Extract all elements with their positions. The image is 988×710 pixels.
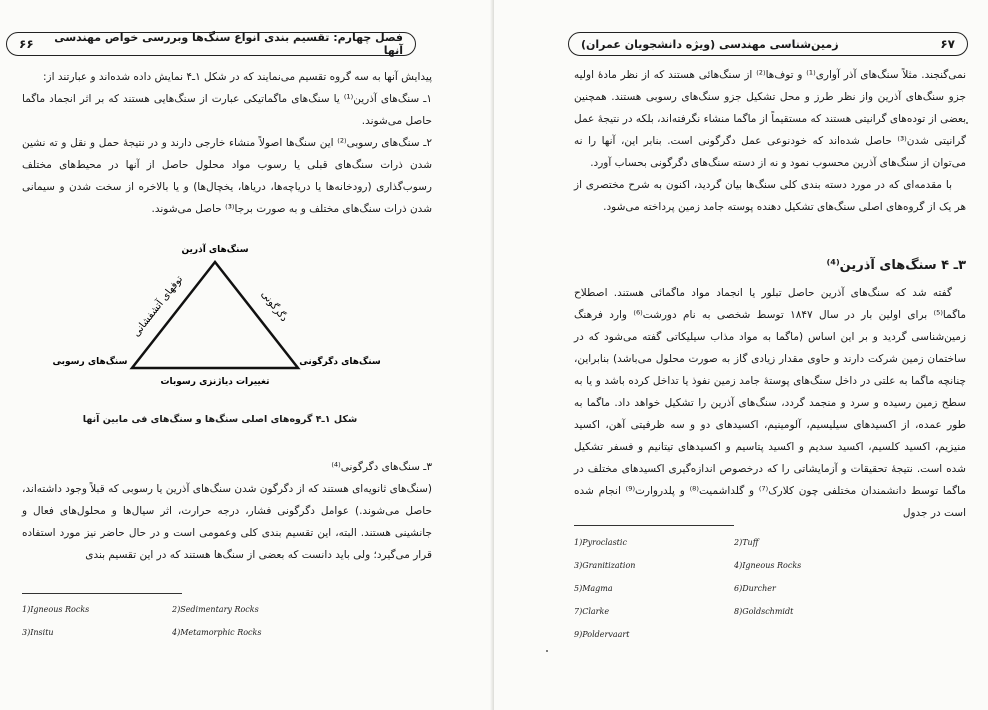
- volcanic-tuff-side-label: توفهای آتشفشانی: [130, 273, 186, 340]
- footnote: 5)Magma: [574, 584, 613, 593]
- transition-paragraph: با مقدمه‌ای که در مورد دسته بندی کلی سنگ‌ها بیان گردید، اکنون به شرح مختصری از هر یک از گروه‌های اصلی سنگ‌های تشکیل دهنده پوسته جامد زمین پرداخته می‌شود.: [574, 179, 966, 213]
- right-page-header: [568, 32, 968, 56]
- chapter-title: فصل چهارم: تقسیم بندی انواع سنگ‌ها وبررسی خواص مهندسی آنها: [54, 31, 403, 57]
- diagenesis-base-label: تغییرات دیاژنزی رسوبات: [160, 377, 270, 387]
- footnote: 1)Igneous Rocks: [22, 605, 90, 614]
- metamorphic-heading: ۳ـ سنگ‌های دگرگونی⁽⁴⁾: [331, 461, 432, 473]
- right-intro-text: [574, 64, 966, 218]
- footnote: 2)Sedimentary Rocks: [172, 605, 259, 614]
- footnote-divider: [22, 593, 182, 594]
- metamorphic-body: (سنگ‌های ثانویه‌ای هستند که از دگرگون شدن سنگ‌های آذرین یا رسوبی که قبلاً وجود داشته‌اند، حاصل می‌شوند.) عوامل دگرگونی فشار، درجه حرارت، اثر سیال‌ها و محلول‌های فعال و جانشینی هستند. البته، این تقسیم بندی کلی وعمومی است و در حال حاضر نیز مورد استفاده قرار می‌گیرد؛ ولی باید دانست که بعضی از سنگ‌ها هستند که در این تقسیم بندی: [22, 483, 432, 561]
- intro-paragraph: پیدایش آنها به سه گروه تقسیم می‌نمایند که در شکل ۱ـ۴ نمایش داده شده‌اند و عبارتند از:: [42, 71, 432, 83]
- section-heading: ۳ـ ۴ سنگ‌های آذرین⁽⁴⁾: [826, 258, 966, 273]
- sedimentary-item: ۲ـ سنگ‌های رسوبی⁽²⁾ این سنگ‌ها اصولاً منشاء خارجی دارند و در نتیجهٔ حمل و نقل و ته نشین شدن ذرات سنگ‌های قبلی یا رسوب مواد محلول حاصل از آنها در محیط‌های مختلف رسوب‌گذاری (رودخانه‌ها یا دریاچه‌ها، دریاها، یخچال‌ها) و یا بالاخره از سخت شدن و سیمانی شدن ذرات سنگ‌های مختلف و به صورت برجا⁽³⁾ حاصل می‌شوند.: [22, 137, 432, 215]
- metamorphism-side-label: دگرگونی: [258, 288, 290, 324]
- metamorphic-section: [22, 456, 432, 566]
- metamorphic-vertex-label: سنگ‌های دگرگونی: [299, 357, 381, 367]
- footnote: 8)Goldschmidt: [734, 607, 794, 616]
- right-page: [494, 0, 988, 710]
- footnote: 1)Pyroclastic: [574, 538, 627, 547]
- sedimentary-vertex-label: سنگ‌های رسوبی: [52, 357, 128, 367]
- left-footnotes: [22, 605, 322, 637]
- rock-cycle-triangle-figure: [40, 238, 400, 403]
- figure-caption: شکل ۱ـ۴ گروه‌های اصلی سنگ‌ها و سنگ‌های فی مابین آنها: [82, 414, 358, 425]
- book-title: زمین‌شناسی مهندسی (ویژه دانشجویان عمران): [581, 37, 839, 51]
- footnote: 6)Durcher: [734, 584, 776, 593]
- page-number: ۶۶: [19, 37, 34, 51]
- right-footnotes: [574, 538, 894, 639]
- footnote-divider: [574, 525, 734, 526]
- footnote: 7)Clarke: [574, 607, 610, 616]
- classification-exceptions-paragraph: نمی‌گنجند. مثلاً سنگ‌های آذر آواری⁽¹⁾ و توف‌ها⁽²⁾ از سنگ‌هائی هستند که از نظر مادهٔ اولیه جزو سنگ‌های آذرین واز نظر طرز و محل تشکیل جزو سنگ‌های رسوبی هستند. همچنین بعضی از توده‌های گرانیتی هستند که مستقیماً از ماگما منشاء نگرفته‌اند، بلکه در نتیجهٔ عمل گرانیتی شدن⁽³⁾ حاصل شده‌اند که خودنوعی عمل دگرگونی است. بنابر این، آنها را نه می‌توان از سنگ‌های آذرین محسوب نمود و نه از دسته سنگ‌های دگرگونی بحساب آورد.: [574, 69, 967, 169]
- magma-paragraph: گفته شد که سنگ‌های آذرین حاصل تبلور یا انجماد مواد ماگمائی هستند. اصطلاح ماگما⁽⁵⁾ برای اولین بار در سال ۱۸۴۷ توسط شخصی به نام دورشت⁽⁶⁾ وارد فرهنگ زمین‌شناسی گردید و بر این اساس (ماگما به مواد مذاب سیلیکاتی گفته می‌شود که در ساختمان زمین شرکت دارند و حاوی مقدار زیادی گاز به صورت محلول می‌باشد) بنابراین، چنانچه ماگما به علتی در داخل سنگ‌های پوستهٔ جامد زمین نفوذ یا تداخل کرده باشد و یا به سطح زمین رسیده و سرد و منجمد گردد، سنگ‌های آذرین را تشکیل خواهد داد. ماگما به طور عمده، از اکسیدهای سیلیسیم، آلومینیم، اکسیدهای دو و سه ظرفیتی آهن، اکسید منیزیم، اکسید کلسیم، اکسید سدیم و اکسید پتاسیم و اکسیدهای تیتانیم و فسفر تشکیل شده است. نتیجهٔ تحقیقات و آزمایشاتی را که درخصوص اندازه‌گیری اکسیدهای مختلف در ماگما توسط دانشمندان مختلفی چون کلارک⁽⁷⁾ و گلداشمیت⁽⁸⁾ و پلدروارت⁽⁹⁾ انجام شده است در جدول: [574, 287, 967, 519]
- footnote: 4)Igneous Rocks: [734, 561, 802, 570]
- footnote: 3)Insitu: [22, 628, 54, 637]
- footnote: 9)Poldervaart: [574, 630, 630, 639]
- scan-speck: [546, 650, 548, 652]
- left-intro-text: [22, 66, 432, 220]
- page-number: ۶۷: [940, 37, 955, 51]
- igneous-section-text: [574, 282, 966, 524]
- footnote: 3)Granitization: [574, 561, 636, 570]
- footnote: 4)Metamorphic Rocks: [172, 628, 262, 637]
- scan-speck: [966, 122, 968, 124]
- left-page-header: [6, 32, 416, 56]
- footnote: 2)Tuff: [734, 538, 759, 547]
- igneous-item: ۱ـ سنگ‌های آذرین⁽¹⁾ یا سنگ‌های ماگماتیکی عبارت از سنگ‌هایی هستند که بر اثر انجماد ماگما حاصل می‌شوند.: [22, 93, 432, 127]
- igneous-vertex-label: سنگ‌های آذرین: [181, 245, 249, 255]
